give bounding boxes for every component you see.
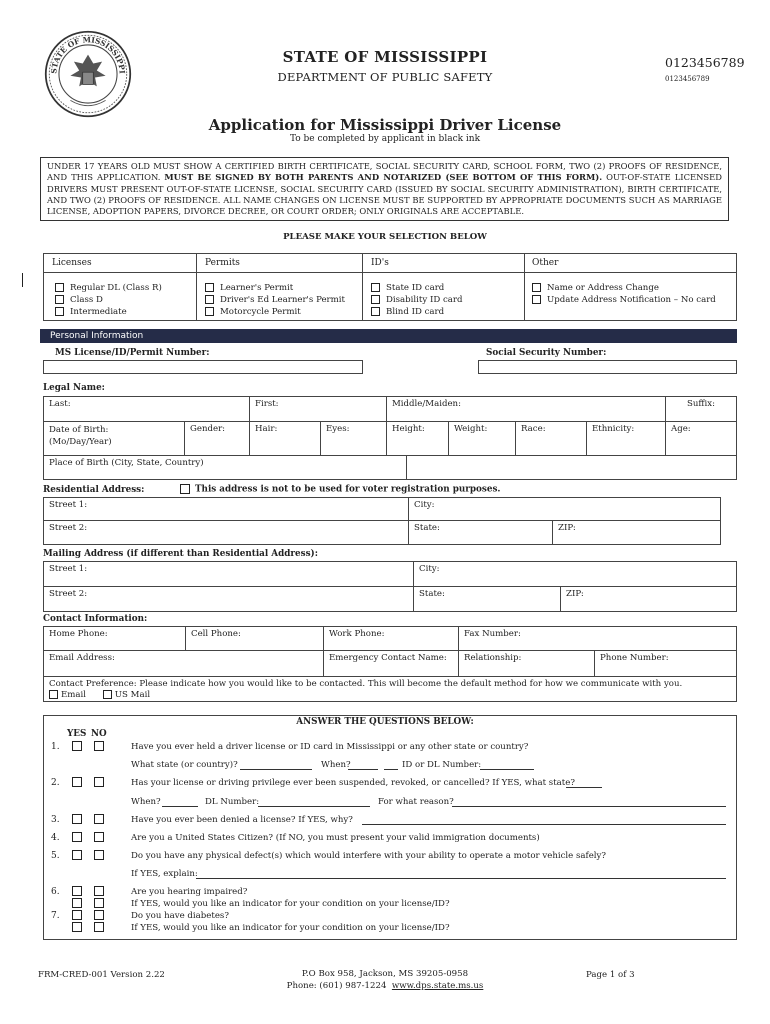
contact-preference — [43, 676, 737, 702]
contact-preference-text: Contact Preference: Please indicate how you would like to be contacted. This will become the default method for how we communicate with you. — [49, 679, 683, 689]
res-zip-field[interactable]: ZIP: — [552, 520, 721, 545]
q1-no-checkbox[interactable] — [94, 741, 104, 751]
option-name-address-change[interactable]: Name or Address Change — [532, 282, 716, 294]
q3-why-input[interactable] — [362, 824, 726, 825]
suffix-field[interactable]: Suffix: — [665, 396, 737, 422]
q1-text: Have you ever held a driver license or ID card in Mississippi or any other state or country? — [131, 742, 529, 752]
pref-mail-option[interactable]: US Mail — [103, 690, 150, 700]
pref-email-option[interactable]: Email — [49, 690, 86, 700]
checkbox[interactable] — [532, 295, 541, 304]
option-regular-dl[interactable]: Regular DL (Class R) — [55, 282, 162, 294]
checkbox[interactable] — [205, 295, 214, 304]
fax-field[interactable]: Fax Number: — [458, 626, 737, 651]
department-heading: DEPARTMENT OF PUBLIC SAFETY — [277, 70, 493, 84]
other-label: Other — [532, 258, 559, 268]
q1-yes-checkbox[interactable] — [72, 741, 82, 751]
q2-number: 2. — [51, 778, 60, 788]
relationship-field[interactable]: Relationship: — [458, 650, 595, 677]
q7b-no-checkbox[interactable] — [94, 922, 104, 932]
q1-number: 1. — [51, 742, 60, 752]
checkbox[interactable] — [371, 295, 380, 304]
q7a-text: Do you have diabetes? — [131, 911, 229, 921]
eyes-field[interactable]: Eyes: — [320, 421, 387, 456]
q2-yes-checkbox[interactable] — [72, 777, 82, 787]
dob-field[interactable]: Date of Birth: (Mo/Day/Year) — [43, 421, 185, 456]
mail-street2-field[interactable]: Street 2: — [43, 586, 414, 612]
option-intermediate[interactable]: Intermediate — [55, 306, 162, 318]
no-header: NO — [91, 729, 107, 739]
legal-name-label: Legal Name: — [43, 383, 105, 393]
q2-reason-input[interactable] — [452, 806, 726, 807]
q7b-text: If YES, would you like an indicator for your condition on your license/ID? — [131, 923, 450, 933]
last-name-field[interactable]: Last: — [43, 396, 250, 422]
yes-header: YES — [67, 729, 87, 739]
q7b-yes-checkbox[interactable] — [72, 922, 82, 932]
weight-field[interactable]: Weight: — [448, 421, 516, 456]
middle-name-field[interactable]: Middle/Maiden: — [386, 396, 666, 422]
place-of-birth-field[interactable]: Place of Birth (City, State, Country) — [43, 455, 407, 480]
email-field[interactable]: Email Address: — [43, 650, 324, 677]
option-motorcycle-permit[interactable]: Motorcycle Permit — [205, 306, 345, 318]
option-blind-id[interactable]: Blind ID card — [371, 306, 463, 318]
notice-bold-text: MUST BE SIGNED BY BOTH PARENTS AND NOTARIZED (SEE BOTTOM OF THIS FORM). — [164, 172, 603, 183]
q6a-no-checkbox[interactable] — [94, 886, 104, 896]
ethnicity-field[interactable]: Ethnicity: — [586, 421, 666, 456]
ssn-input[interactable] — [478, 360, 737, 374]
option-update-address[interactable]: Update Address Notification – No card — [532, 294, 716, 306]
mail-state-field[interactable]: State: — [413, 586, 561, 612]
q1-when-input[interactable] — [348, 769, 378, 770]
emergency-phone-field[interactable]: Phone Number: — [594, 650, 737, 677]
q5-yes-checkbox[interactable] — [72, 850, 82, 860]
q7-number: 7. — [51, 911, 60, 921]
q5-explain-label: If YES, explain: — [131, 869, 198, 879]
place-of-birth-input[interactable] — [406, 455, 737, 480]
voter-note[interactable]: This address is not to be used for voter registration purposes. — [180, 484, 500, 495]
q4-text: Are you a United States Citizen? (If NO, you must present your valid immigration documents) — [131, 833, 540, 843]
footer-address: P.O Box 958, Jackson, MS 39205-0958 — [301, 969, 469, 979]
ms-license-label: MS License/ID/Permit Number: — [55, 348, 210, 358]
q5-explain-input[interactable] — [196, 878, 726, 879]
checkbox[interactable] — [371, 283, 380, 292]
questions-heading: ANSWER THE QUESTIONS BELOW: — [296, 717, 474, 727]
form-subtitle: To be completed by applicant in black ink — [289, 134, 481, 144]
mail-street1-field[interactable]: Street 1: — [43, 561, 414, 587]
option-class-d[interactable]: Class D — [55, 294, 162, 306]
residential-address-label: Residential Address: — [43, 485, 145, 495]
checkbox[interactable] — [205, 307, 214, 316]
permits-label: Permits — [205, 258, 240, 268]
res-street1-field[interactable]: Street 1: — [43, 497, 409, 521]
checkbox[interactable] — [103, 690, 112, 699]
margin-mark — [22, 273, 23, 287]
q6a-yes-checkbox[interactable] — [72, 886, 82, 896]
res-city-field[interactable]: City: — [408, 497, 721, 521]
footer-website[interactable]: www.dps.state.ms.us — [391, 981, 484, 991]
svg-text:STATE OF MISSISSIPPI: STATE OF MISSISSIPPI — [49, 35, 127, 75]
q5-text: Do you have any physical defect(s) which would interfere with your ability to operate a motor vehicle safely? — [131, 851, 607, 861]
licenses-label: Licenses — [52, 258, 92, 268]
q1-state-input[interactable] — [240, 769, 312, 770]
res-street2-field[interactable]: Street 2: — [43, 520, 409, 545]
checkbox[interactable] — [205, 283, 214, 292]
notice-text-1: UNDER 17 YEARS OLD MUST SHOW A CERTIFIED BIRTH CERTIFICATE, SOCIAL SECURITY CARD, SCHOOL FORM, TWO (2) PROOFS OF RESIDENCE, AND THIS APPLICATION. — [47, 161, 722, 183]
checkbox[interactable] — [55, 307, 64, 316]
height-field[interactable]: Height: — [386, 421, 449, 456]
q2-when-label: When? — [131, 797, 161, 807]
mailing-address-label: Mailing Address (if different than Residential Address): — [43, 549, 318, 559]
q6b-text: If YES, would you like an indicator for your condition on your license/ID? — [131, 899, 450, 909]
footer-contact — [0, 981, 770, 991]
option-disability-id[interactable]: Disability ID card — [371, 294, 463, 306]
q7a-no-checkbox[interactable] — [94, 910, 104, 920]
q6a-text: Are you hearing impaired? — [131, 887, 248, 897]
q5-number: 5. — [51, 851, 60, 861]
res-state-field[interactable]: State: — [408, 520, 553, 545]
q1-id-input[interactable] — [480, 769, 534, 770]
q7a-yes-checkbox[interactable] — [72, 910, 82, 920]
q1-blank — [384, 769, 398, 770]
mail-city-field[interactable]: City: — [413, 561, 737, 587]
checkbox[interactable] — [532, 283, 541, 292]
q3-number: 3. — [51, 815, 60, 825]
selection-heading: PLEASE MAKE YOUR SELECTION BELOW — [283, 232, 487, 242]
emergency-contact-field[interactable]: Emergency Contact Name: — [323, 650, 459, 677]
q2-reason-label: For what reason? — [378, 797, 454, 807]
hair-field[interactable]: Hair: — [249, 421, 321, 456]
checkbox[interactable] — [55, 295, 64, 304]
requirements-notice — [40, 157, 729, 221]
q2-no-checkbox[interactable] — [94, 777, 104, 787]
q6-number: 6. — [51, 887, 60, 897]
contact-info-label: Contact Information: — [43, 614, 148, 624]
q4-no-checkbox[interactable] — [94, 832, 104, 842]
q3-yes-checkbox[interactable] — [72, 814, 82, 824]
personal-info-header: Personal Information — [40, 329, 737, 343]
work-phone-field[interactable]: Work Phone: — [323, 626, 459, 651]
mail-zip-field[interactable]: ZIP: — [560, 586, 737, 612]
q3-no-checkbox[interactable] — [94, 814, 104, 824]
q6b-yes-checkbox[interactable] — [72, 898, 82, 908]
gender-field[interactable]: Gender: — [184, 421, 250, 456]
option-learners-permit[interactable]: Learner's Permit — [205, 282, 345, 294]
q3-text: Have you ever been denied a license? If YES, why? — [131, 815, 353, 825]
cell-phone-field[interactable]: Cell Phone: — [185, 626, 324, 651]
ssn-label: Social Security Number: — [486, 348, 607, 358]
q2-dl-label: DL Number: — [205, 797, 260, 807]
option-drivers-ed-permit[interactable]: Driver's Ed Learner's Permit — [205, 294, 345, 306]
race-field[interactable]: Race: — [515, 421, 587, 456]
q4-number: 4. — [51, 833, 60, 843]
q2-dl-input[interactable] — [258, 806, 370, 807]
q5-no-checkbox[interactable] — [94, 850, 104, 860]
q1-state-label: What state (or country)? — [131, 760, 238, 770]
q1-id-label: ID or DL Number: — [402, 760, 482, 770]
home-phone-field[interactable]: Home Phone: — [43, 626, 186, 651]
ids-label: ID's — [371, 258, 389, 268]
form-title: Application for Mississippi Driver License — [208, 116, 562, 134]
ms-license-input[interactable] — [43, 360, 363, 374]
q2-when-input[interactable] — [162, 806, 198, 807]
checkbox[interactable] — [371, 307, 380, 316]
q2-state-input[interactable] — [566, 787, 602, 788]
q2-text: Has your license or driving privilege ever been suspended, revoked, or cancelled? If YES, what state? — [131, 778, 575, 788]
first-name-field[interactable]: First: — [249, 396, 387, 422]
checkbox[interactable] — [55, 283, 64, 292]
notice-text-2: OUT-OF-STATE LICENSED DRIVERS MUST PRESENT OUT-OF-STATE LICENSE, SOCIAL SECURITY CARD (ISSUED BY SOCIAL SECURITY ADMINISTRATION), BIRTH CERTIFICATE, AND TWO (2) PROOFS OF RESIDENCE. ALL NAME CHANGES ON LICENSE MUST BE SUPPORTED BY APPROPRIATE DOCUMENTS SUCH AS MARRIAGE LICENSE, ADOPTION PAPERS, DIVORCE DECREE, OR COURT ORDER; ONLY ORIGINALS ARE ACCEPTABLE. — [47, 172, 722, 216]
age-field[interactable]: Age: — [665, 421, 737, 456]
state-heading: STATE OF MISSISSIPPI — [282, 48, 488, 66]
footer-page: Page 1 of 3 — [586, 970, 635, 980]
form-number-small: 0123456789 — [665, 75, 710, 83]
footer-form-id: FRM-CRED-001 Version 2.22 — [38, 970, 165, 980]
checkbox[interactable] — [49, 690, 58, 699]
checkbox[interactable] — [180, 484, 190, 494]
q1-when-label: When? — [321, 760, 351, 770]
option-state-id[interactable]: State ID card — [371, 282, 463, 294]
q6b-no-checkbox[interactable] — [94, 898, 104, 908]
q4-yes-checkbox[interactable] — [72, 832, 82, 842]
footer-phone: Phone: (601) 987-1224 — [286, 981, 387, 991]
form-number: 0123456789 — [665, 55, 745, 70]
